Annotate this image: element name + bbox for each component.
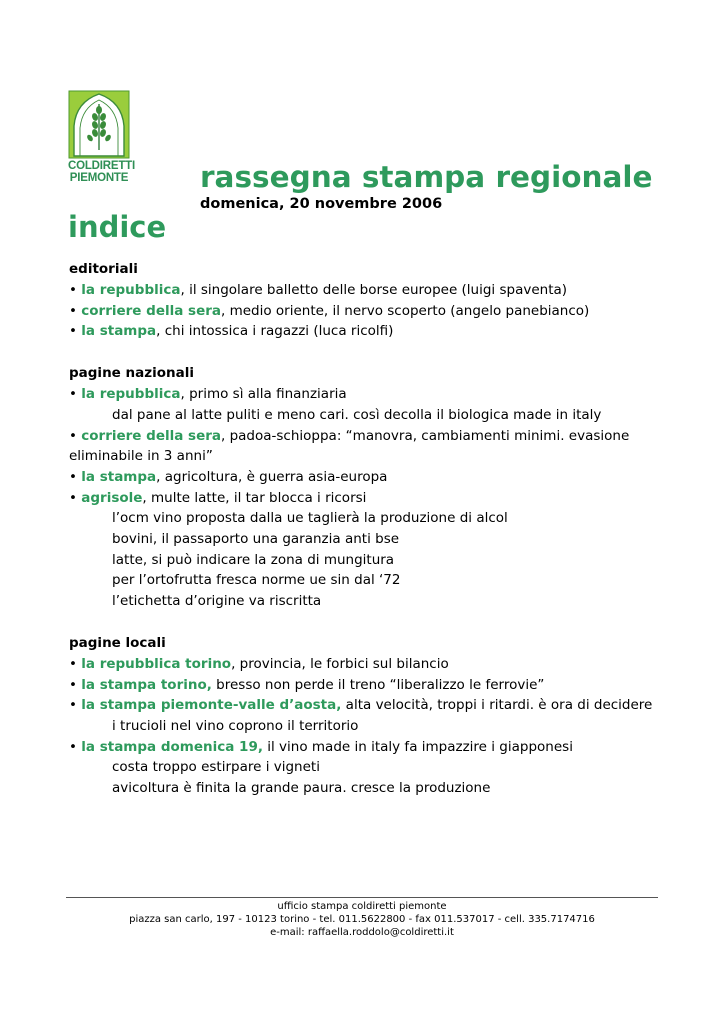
article-subheadline: l’etichetta d’origine va riscritta	[112, 593, 322, 610]
issue-date: domenica, 20 novembre 2006	[200, 196, 443, 212]
article-item	[69, 384, 669, 405]
article-item	[69, 280, 669, 301]
bullet-icon: •	[69, 386, 82, 403]
article-subheadline: costa troppo estirpare i vigneti	[112, 759, 320, 776]
bullet-icon: •	[69, 427, 82, 444]
newspaper-source: corriere della sera	[81, 427, 221, 444]
article-headline: , primo sì alla finanziaria	[180, 386, 347, 403]
article-item	[69, 675, 669, 696]
bullet-icon: •	[69, 302, 82, 319]
newspaper-source: la repubblica torino	[81, 655, 232, 672]
article-item	[69, 737, 669, 758]
article-subheadline: per l’ortofrutta fresca norme ue sin dal ‘72	[112, 572, 401, 589]
article-subheadline: dal pane al latte puliti e meno cari. così decolla il biologica made in italy	[112, 406, 602, 423]
bullet-icon: •	[69, 697, 82, 714]
bullet-icon: •	[69, 282, 82, 298]
article-headline: bresso non perde il treno “liberalizzo le ferrovie”	[211, 676, 545, 693]
logo-line-1: COLDIRETTI	[68, 160, 135, 172]
article-item	[69, 654, 669, 675]
index-heading: indice	[68, 210, 167, 244]
bullet-icon: •	[69, 489, 82, 506]
section-heading: pagine locali	[69, 634, 166, 651]
newspaper-source: la stampa	[81, 468, 157, 485]
footer-office: ufficio stampa coldiretti piemonte	[277, 901, 447, 912]
newspaper-source: la repubblica	[81, 282, 181, 298]
section-spacer	[69, 342, 669, 363]
newspaper-source: la stampa torino,	[81, 676, 212, 693]
article-item	[69, 695, 669, 716]
wheat-emblem-icon	[68, 90, 130, 160]
footer	[66, 897, 658, 939]
article-headline: , medio oriente, il nervo scoperto (angelo panebianco)	[221, 302, 590, 319]
footer-address: piazza san carlo, 197 - 10123 torino - tel. 011.5622800 - fax 011.537017 - cell. 335.7174716	[129, 914, 595, 925]
section-heading: editoriali	[69, 261, 138, 277]
article-headline: il vino made in italy fa impazzire i giapponesi	[262, 738, 573, 755]
newspaper-source: la stampa domenica 19,	[81, 738, 263, 755]
newspaper-source: la repubblica	[81, 386, 181, 403]
article-item	[69, 426, 669, 467]
bullet-icon: •	[69, 676, 82, 693]
article-subheadline: latte, si può indicare la zona di mungitura	[112, 551, 395, 568]
section-spacer	[69, 612, 669, 633]
page-title: rassegna stampa regionale	[200, 160, 653, 194]
bullet-icon: •	[69, 655, 82, 672]
index-content	[69, 259, 669, 799]
article-headline: , multe latte, il tar blocca i ricorsi	[142, 489, 367, 506]
article-headline: , padoa-schioppa: “manovra, cambiamenti minimi. evasione eliminabile in 3 anni”	[69, 427, 630, 465]
article-subheadline: bovini, il passaporto una garanzia anti bse	[112, 531, 400, 548]
article-headline: , provincia, le forbici sul bilancio	[231, 655, 449, 672]
logo-wordmark	[68, 160, 135, 184]
newspaper-source: la stampa piemonte-valle d’aosta,	[81, 697, 342, 714]
article-headline: , agricoltura, è guerra asia-europa	[156, 468, 388, 485]
footer-email: e-mail: raffaella.roddolo@coldiretti.it	[270, 927, 454, 938]
article-item	[69, 467, 669, 488]
article-headline: alta velocità, troppi i ritardi. è ora di decidere	[341, 697, 653, 714]
bullet-icon: •	[69, 738, 82, 755]
article-headline: , il singolare balletto delle borse europee (luigi spaventa)	[180, 282, 568, 298]
article-item	[69, 301, 669, 322]
bullet-icon: •	[69, 468, 82, 485]
newspaper-source: agrisole	[81, 489, 143, 506]
article-subheadline: i trucioli nel vino coprono il territorio	[112, 717, 359, 734]
bullet-icon: •	[69, 323, 82, 340]
article-subheadline: avicoltura è finita la grande paura. cresce la produzione	[112, 780, 491, 797]
newspaper-source: corriere della sera	[81, 302, 221, 319]
article-item	[69, 488, 669, 509]
article-headline: , chi intossica i ragazzi (luca ricolfi)	[156, 323, 394, 340]
article-item	[69, 321, 669, 342]
section-heading: pagine nazionali	[69, 365, 194, 382]
article-subheadline: l’ocm vino proposta dalla ue taglierà la produzione di alcol	[112, 510, 508, 527]
logo-line-2: PIEMONTE	[69, 172, 129, 184]
newspaper-source: la stampa	[81, 323, 157, 340]
coldiretti-logo	[68, 90, 135, 184]
